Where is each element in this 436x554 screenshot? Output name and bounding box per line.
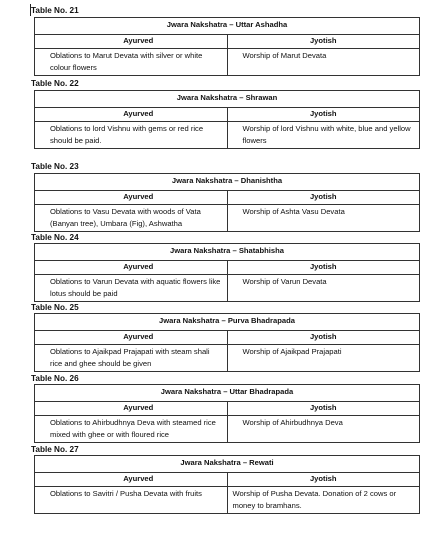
nakshatra-table [34,313,420,372]
nakshatra-table [34,243,420,302]
nakshatra-table [34,384,420,443]
table-number: Table No. 24 [31,233,79,242]
column-header-ayurved: Ayurved [35,261,228,275]
column-header-ayurved: Ayurved [35,108,228,122]
table-title: Jwara Nakshatra – Uttar Bhadrapada [35,385,420,402]
column-header-jyotish: Jyotish [227,261,420,275]
table-title: Jwara Nakshatra – Purva Bhadrapada [35,314,420,331]
table-number: Table No. 27 [31,445,79,454]
table-number: Table No. 26 [31,374,79,383]
column-header-jyotish: Jyotish [227,191,420,205]
table-title: Jwara Nakshatra – Shatabhisha [35,244,420,261]
column-header-ayurved: Ayurved [35,473,228,487]
jyotish-cell: Worship of Pusha Devata. Donation of 2 cows or money to bramhans. [227,487,420,514]
column-header-jyotish: Jyotish [227,108,420,122]
column-header-ayurved: Ayurved [35,402,228,416]
jyotish-cell: Worship of Ajaikpad Prajapati [227,345,420,372]
column-header-ayurved: Ayurved [35,35,228,49]
column-header-jyotish: Jyotish [227,331,420,345]
table-title: Jwara Nakshatra – Shrawan [35,91,420,108]
column-header-jyotish: Jyotish [227,473,420,487]
ayurved-cell: Oblations to Vasu Devata with woods of Vata (Banyan tree), Umbara (Fig), Ashwatha [35,205,228,232]
jyotish-cell: Worship of Varun Devata [227,275,420,302]
nakshatra-table [34,173,420,232]
nakshatra-table [34,455,420,514]
column-header-jyotish: Jyotish [227,402,420,416]
table-number: Table No. 22 [31,79,79,88]
nakshatra-table [34,17,420,76]
jyotish-cell: Worship of lord Vishnu with white, blue and yellow flowers [227,122,420,149]
column-header-jyotish: Jyotish [227,35,420,49]
ayurved-cell: Oblations to Ahirbudhnya Deva with steamed rice mixed with ghee or with floured rice [35,416,228,443]
jyotish-cell: Worship of Marut Devata [227,49,420,76]
ayurved-cell: Oblations to Marut Devata with silver or white colour flowers [35,49,228,76]
column-header-ayurved: Ayurved [35,331,228,345]
jyotish-cell: Worship of Ashta Vasu Devata [227,205,420,232]
table-number: Table No. 21 [31,6,79,15]
ayurved-cell: Oblations to Savitri / Pusha Devata with fruits [35,487,228,514]
table-title: Jwara Nakshatra – Dhanishtha [35,174,420,191]
table-number: Table No. 25 [31,303,79,312]
nakshatra-table [34,90,420,149]
table-title: Jwara Nakshatra – Rewati [35,456,420,473]
ayurved-cell: Oblations to Ajaikpad Prajapati with steam shali rice and ghee should be given [35,345,228,372]
table-number: Table No. 23 [31,162,79,171]
jyotish-cell: Worship of Ahirbudhnya Deva [227,416,420,443]
table-title: Jwara Nakshatra – Uttar Ashadha [35,18,420,35]
ayurved-cell: Oblations to lord Vishnu with gems or red rice should be paid. [35,122,228,149]
ayurved-cell: Oblations to Varun Devata with aquatic flowers like lotus should be paid [35,275,228,302]
column-header-ayurved: Ayurved [35,191,228,205]
